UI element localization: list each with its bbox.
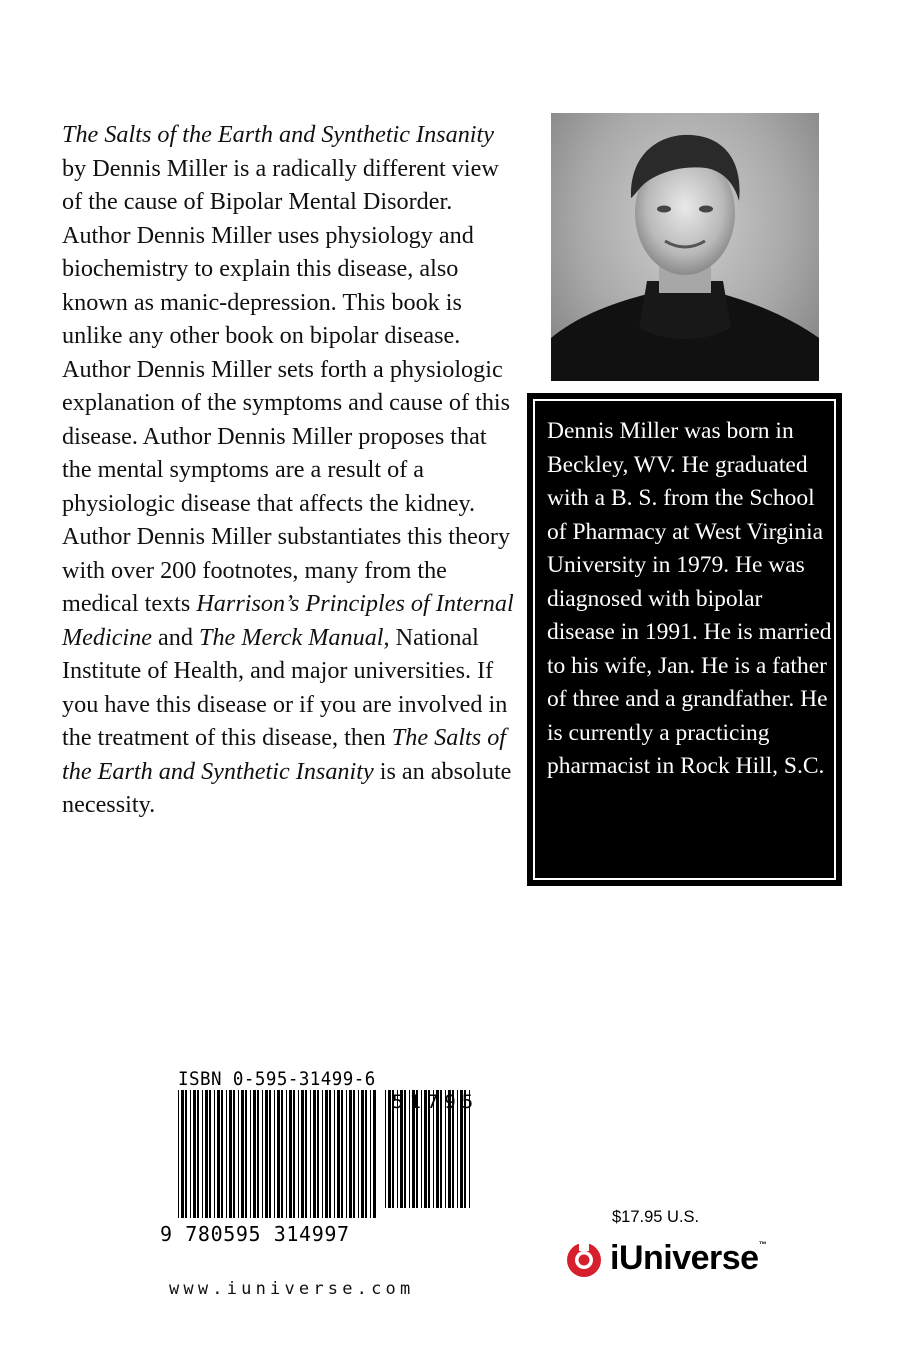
price-code-digits: 51795	[392, 1091, 480, 1113]
barcode-bar	[245, 1090, 247, 1218]
barcode-bar	[197, 1090, 199, 1218]
barcode-bar	[193, 1090, 196, 1218]
barcode-bar	[325, 1090, 328, 1218]
barcode-bar	[353, 1090, 355, 1218]
barcode-bar	[298, 1090, 299, 1218]
price-label: $17.95 U.S.	[612, 1208, 700, 1226]
barcode-bar	[262, 1090, 263, 1218]
blurb-text: and	[151, 623, 200, 651]
blurb-text: is an absolute necessity.	[62, 757, 512, 818]
barcode-bar	[310, 1090, 311, 1218]
author-photo	[551, 113, 819, 381]
book-title: The Salts of the Earth and Synthetic Insanity	[62, 724, 507, 785]
author-bio-box	[527, 393, 842, 886]
barcode-bar	[257, 1090, 259, 1218]
reference-merck: The Merck Manual	[199, 623, 384, 651]
barcode-bar	[385, 1090, 386, 1208]
barcode-bar	[349, 1090, 352, 1218]
barcode-digits: 9 780595 314997	[160, 1222, 350, 1246]
barcode-bar	[226, 1090, 227, 1218]
publisher-name	[610, 1241, 766, 1275]
back-cover-blurb	[62, 118, 522, 822]
barcode-bar	[190, 1090, 191, 1218]
barcode-bar	[301, 1090, 304, 1218]
barcode-bar	[253, 1090, 256, 1218]
barcode-bar	[221, 1090, 223, 1218]
barcode-bar	[317, 1090, 319, 1218]
barcode-bar	[289, 1090, 292, 1218]
barcode-bar	[313, 1090, 316, 1218]
barcode-bar	[250, 1090, 251, 1218]
barcode-bar	[334, 1090, 335, 1218]
publisher-name-text: iUniverse	[610, 1239, 759, 1277]
barcode-bar	[274, 1090, 275, 1218]
barcode-bar	[305, 1090, 307, 1218]
barcode-bar	[365, 1090, 367, 1218]
barcode-bar	[329, 1090, 331, 1218]
barcode-bar	[373, 1090, 376, 1218]
barcode-bar	[361, 1090, 364, 1218]
blurb-text: by Dennis Miller is a radically different view of the cause of Bipolar Mental Disorder. Author Dennis Miller uses physiology and biochemistry to explain this disease, also known as manic-depression. This book is unlike any other book on bipolar disease. Author Dennis Miller sets forth a physiologic explanation of the symptoms and cause of this disease. Author Dennis Miller proposes that the mental symptoms are a result of a physiologic disease that affects the kidney. Author Dennis Miller substantiates this theory with over 200 footnotes, many from the medical texts	[62, 154, 511, 617]
reference-harrisons: Harrison’s Principles of Internal Medicine	[62, 590, 514, 651]
barcode-bar	[202, 1090, 203, 1218]
barcode-bar	[178, 1090, 179, 1218]
barcode-bar	[185, 1090, 187, 1218]
barcode-bar	[358, 1090, 359, 1218]
barcode-bar	[233, 1090, 235, 1218]
barcode-bar	[229, 1090, 232, 1218]
barcode-bar	[269, 1090, 271, 1218]
iuniverse-logo-icon	[564, 1238, 604, 1278]
barcode-bar	[322, 1090, 323, 1218]
trademark-symbol: ™	[758, 1240, 767, 1249]
publisher-website: www.iuniverse.com	[169, 1279, 415, 1299]
barcode-bar	[281, 1090, 283, 1218]
barcode-bar	[388, 1090, 391, 1208]
barcode-bar	[337, 1090, 340, 1218]
barcode-bar	[346, 1090, 347, 1218]
author-bio: Dennis Miller was born in Beckley, WV. He graduated with a B. S. from the School of Pharmacy at West Virginia University in 1979. He was diagnosed with bipolar disease in 1991. He is married to his wife, Jan. He is a father of three and a grandfather. He is currently a practicing pharmacist in Rock Hill, S.C.	[547, 418, 832, 779]
book-title: The Salts of the Earth and Synthetic Insanity	[62, 121, 494, 148]
barcode-bar	[241, 1090, 244, 1218]
barcode-bar	[205, 1090, 208, 1218]
barcode-bar	[286, 1090, 287, 1218]
barcode-bar	[214, 1090, 215, 1218]
barcode-bar	[217, 1090, 220, 1218]
barcode-bar	[265, 1090, 268, 1218]
barcode-bar	[293, 1090, 295, 1218]
barcode-bar	[181, 1090, 184, 1218]
barcode-bar	[341, 1090, 343, 1218]
barcode-bar	[277, 1090, 280, 1218]
barcode-bar	[370, 1090, 371, 1218]
barcode-bar	[238, 1090, 239, 1218]
isbn-label: ISBN 0-595-31499-6	[178, 1068, 376, 1090]
barcode-bar	[209, 1090, 211, 1218]
publisher-logo	[564, 1236, 766, 1280]
blurb-text: , National Institute of Health, and major universities. If you have this disease or if you are involved in the treatment of this disease, then	[62, 623, 508, 751]
